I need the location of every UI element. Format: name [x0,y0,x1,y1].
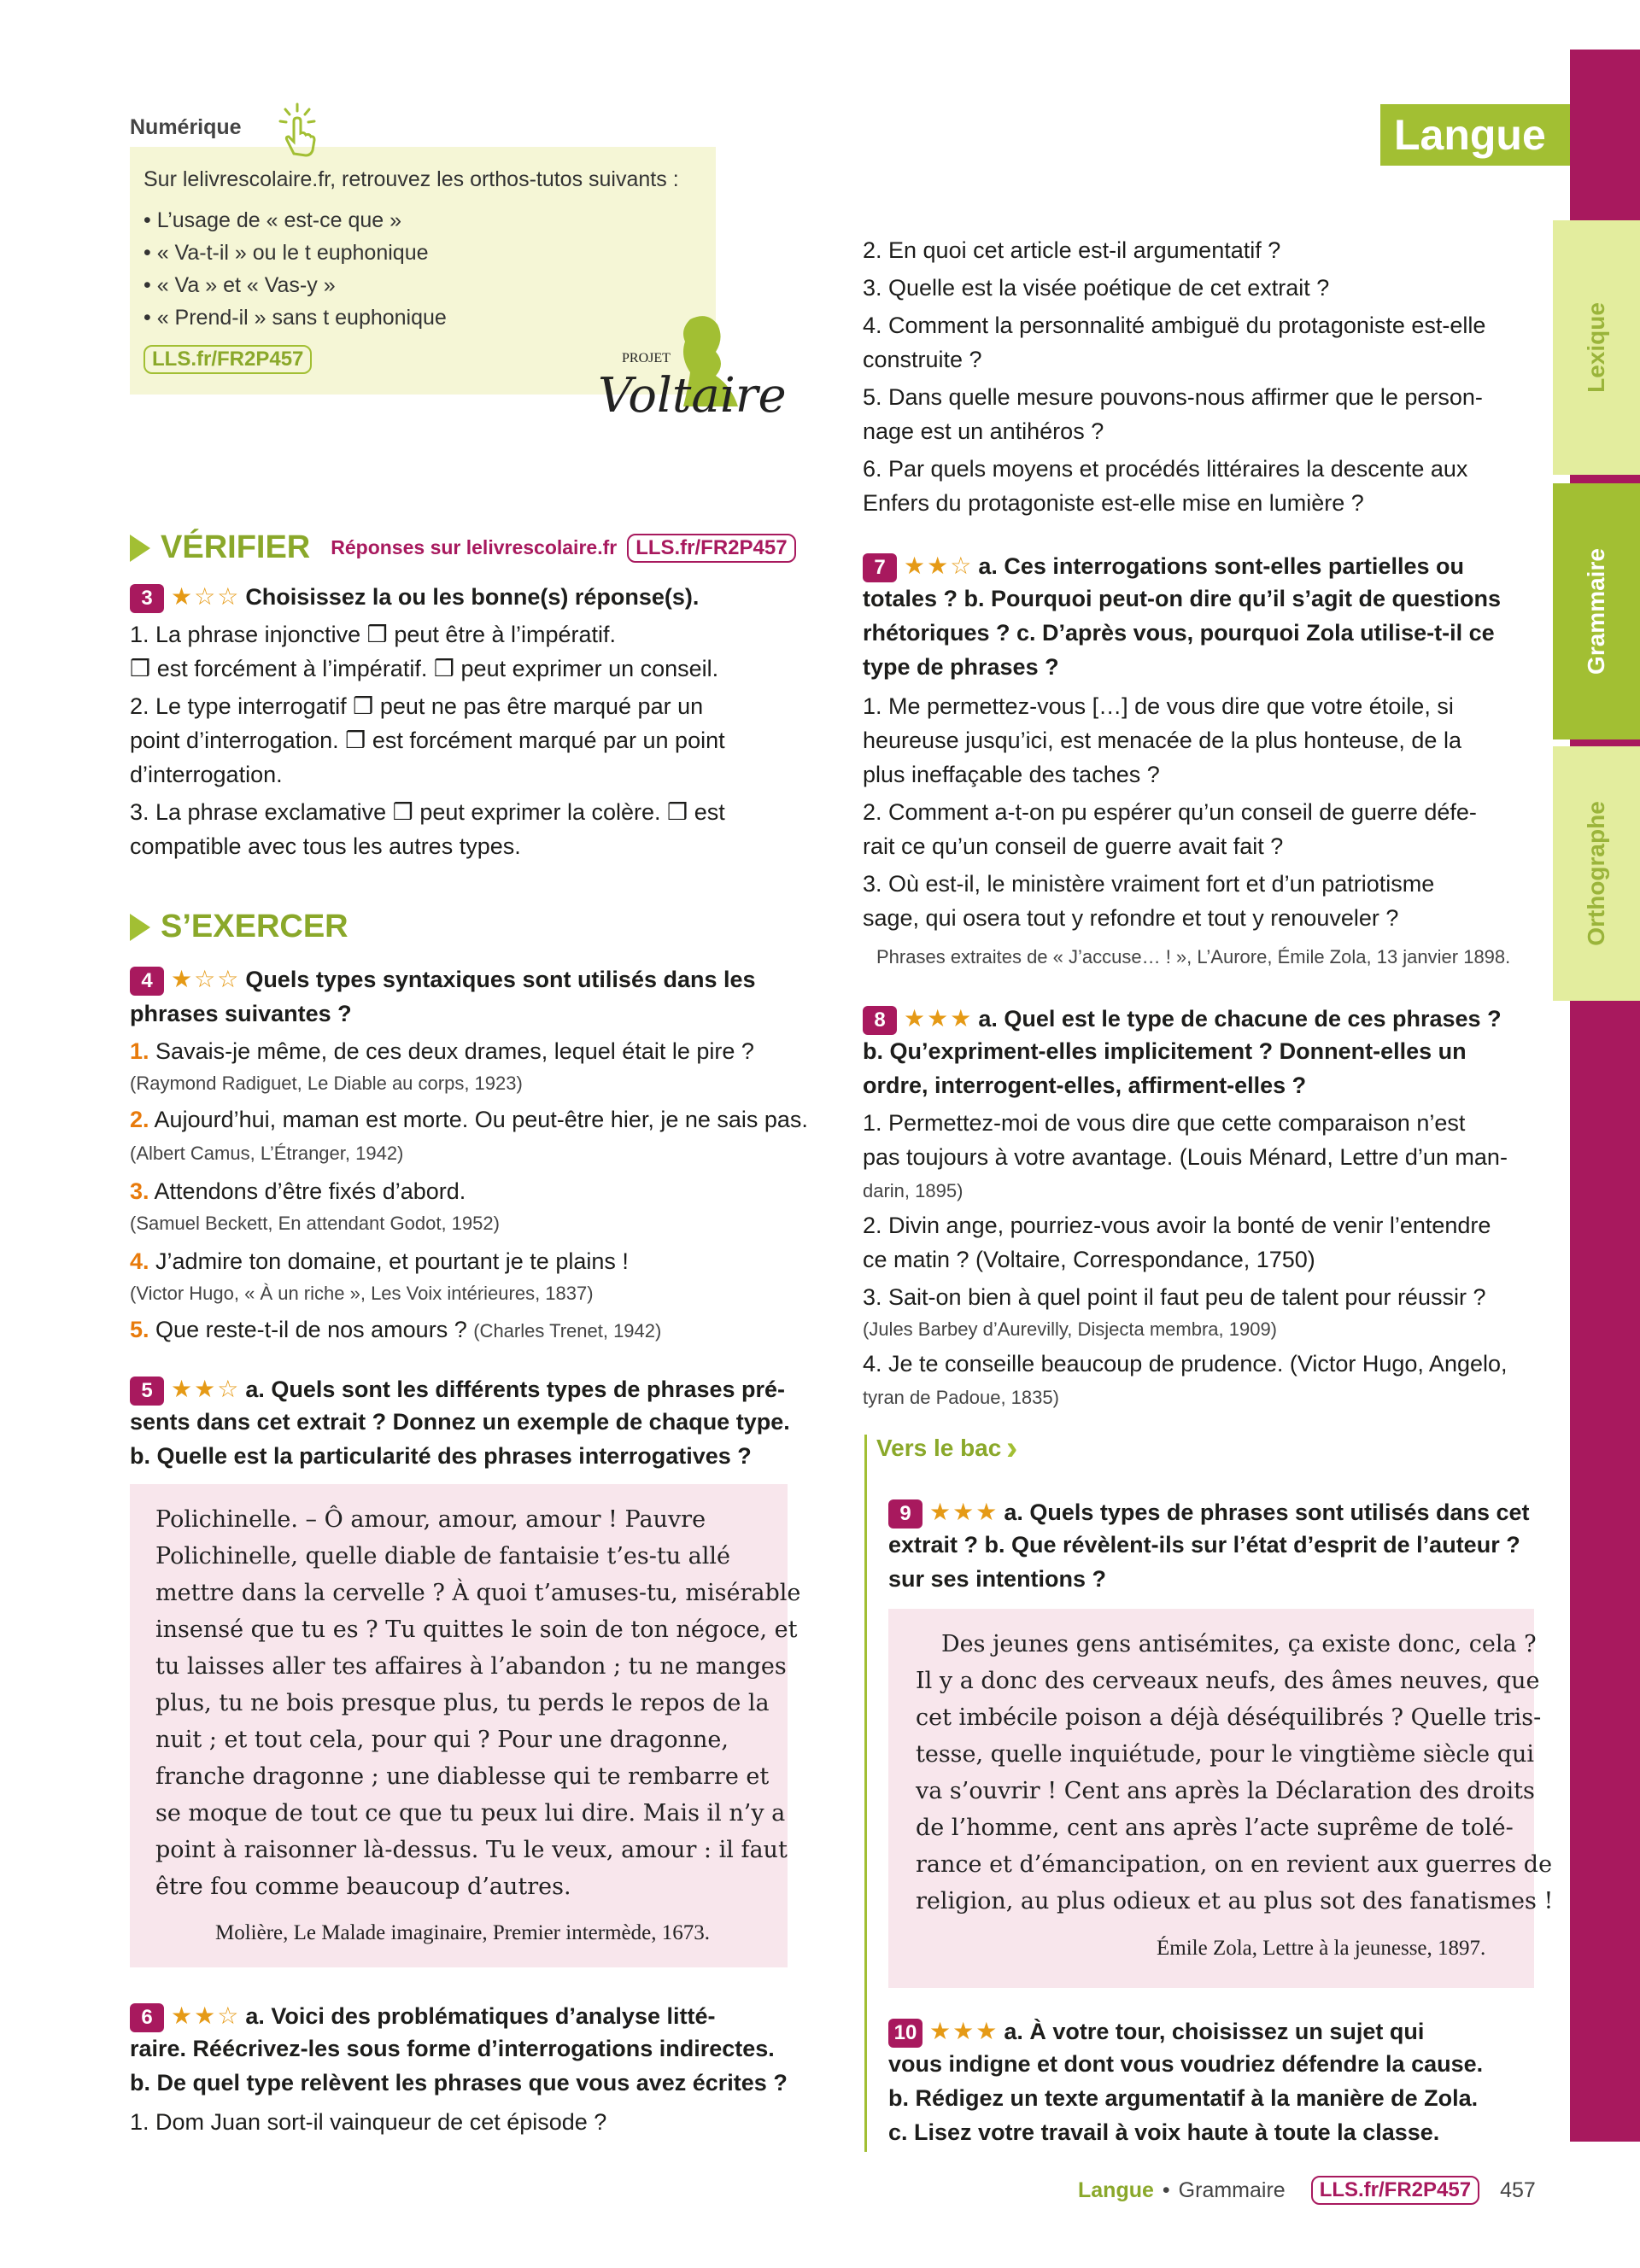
difficulty-stars-icon: ★★★ [904,1005,974,1032]
ex8-item: tyran de Padoue, 1835) [863,1387,1059,1408]
ex9-question-cont: extrait ? b. Que révèlent-ils sur l’état d’esprit de l’auteur ? [888,1532,1520,1558]
ex3-line: 2. Le type interrogatif ❒ peut ne pas être marqué par un [130,693,704,719]
ex5-quote-line: se moque de tout ce que tu peux lui dire. Mais il n’y a [155,1800,786,1827]
difficulty-stars-icon: ★★★ [929,2018,999,2044]
numerique-title: Numérique [130,115,242,139]
ex5-quote-line: point à raisonner là-dessus. Tu le veux, amour : il faut [155,1837,788,1863]
ex3-line: 3. La phrase exclamative ❒ peut exprimer la colère. ❒ est [130,799,725,825]
tab-lexique[interactable] [1553,220,1640,475]
ex6-item: construite ? [863,347,982,372]
ex5-quote-line: Polichinelle. – Ô amour, amour, amour ! Pauvre [155,1506,706,1533]
ex9-quote-line: de l’homme, cent ans après l’acte suprême de tolé- [916,1815,1514,1841]
ex10-question-cont: b. Rédigez un texte argumentatif à la manière de Zola. [888,2085,1479,2111]
ex4-item: 2. Aujourd’hui, maman est morte. Ou peut-être hier, je ne sais pas. [130,1107,808,1132]
ex3-line: 1. La phrase injonctive ❒ peut être à l’impératif. [130,622,617,647]
ex5-quote-line: être fou comme beaucoup d’autres. [155,1873,571,1900]
numerique-link[interactable]: LLS.fr/FR2P457 [144,345,312,374]
footer-section: Langue [1078,2177,1154,2202]
ex3-line: compatible avec tous les autres types. [130,833,521,859]
ex3-line: point d’interrogation. ❒ est forcément marqué par un point [130,728,725,753]
verifier-heading [130,529,796,566]
tab-grammaire-label: Grammaire [1583,548,1609,675]
ex7-header [863,552,1464,582]
ex7-question-cont: totales ? b. Pourquoi peut-on dire qu’il s’agit de questions [863,586,1502,611]
triangle-icon [130,914,150,941]
ex10-number: 10 [888,2019,922,2048]
verifier-title: VÉRIFIER [161,529,311,565]
ex5-question: a. Quels sont les différents types de phrases pré- [245,1377,786,1402]
ex5-quote-line: mettre dans la cervelle ? À quoi t’amuses-tu, misérable [155,1580,801,1606]
ex7-item: 2. Comment a-t-on pu espérer qu’un conseil de guerre défe- [863,799,1477,825]
ex8-item: 3. Sait-on bien à quel point il faut peu de talent pour réussir ? [863,1284,1486,1310]
numerique-item[interactable]: • « Va-t-il » ou le t euphonique [144,241,429,265]
ex7-question-cont: rhétoriques ? c. D’après vous, pourquoi Zola utilise-t-il ce [863,620,1495,646]
ex10-question-cont: vous indigne et dont vous voudriez défendre la cause. [888,2051,1484,2077]
ex7-question-cont: type de phrases ? [863,654,1059,680]
ex8-item: ce matin ? (Voltaire, Correspondance, 1750) [863,1247,1315,1272]
tab-orthographe-label: Orthographe [1583,801,1609,946]
ex5-quote-line: franche dragonne ; une diablesse qui te rembarre et [155,1763,770,1790]
ex9-question: a. Quels types de phrases sont utilisés dans cet [1004,1499,1530,1525]
ex5-number: 5 [130,1377,164,1406]
pointing-hand-icon [272,101,323,161]
footer-subsection: Grammaire [1178,2177,1286,2202]
langue-banner: Langue [1380,104,1570,166]
ex8-item: (Jules Barbey d’Aurevilly, Disjecta membra, 1909) [863,1318,1277,1340]
ex9-quote-line: Des jeunes gens antisémites, ça existe donc, cela ? [941,1631,1537,1657]
ex8-item: darin, 1895) [863,1180,964,1201]
ex7-item: plus ineffaçable des taches ? [863,762,1160,787]
ex4-item: 5. Que reste-t-il de nos amours ? (Charles Trenet, 1942) [130,1317,662,1342]
numerique-item[interactable]: • « Prend-il » sans t euphonique [144,306,447,330]
triangle-icon [130,535,150,562]
ex3-number: 3 [130,584,164,613]
vers-le-bac-label: Vers le bac [876,1435,1002,1461]
projet-voltaire-logo [588,304,787,458]
ex8-number: 8 [863,1006,897,1035]
tab-lexique-label: Lexique [1583,302,1609,393]
ex4-question-cont: phrases suivantes ? [130,1001,352,1026]
verifier-responses: Réponses sur lelivrescolaire.fr [331,536,618,558]
numerique-intro: Sur lelivrescolaire.fr, retrouvez les orthos-tutos suivants : [144,167,679,191]
ex8-header [863,1004,1502,1035]
exercer-heading [130,909,348,945]
ex7-question: a. Ces interrogations sont-elles partielles ou [978,553,1464,579]
ex9-quote-line: tesse, quelle inquiétude, pour le vingtième siècle qui [916,1741,1535,1768]
ex9-quote-line: va s’ouvrir ! Cent ans après la Déclaration des droits [916,1778,1535,1804]
ex6-header [130,2002,715,2032]
ex4-source: (Albert Camus, L’Étranger, 1942) [130,1143,404,1164]
ex4-source: (Raymond Radiguet, Le Diable au corps, 1923) [130,1073,523,1094]
ex7-item: sage, qui osera tout y refondre et tout y renouveler ? [863,905,1399,931]
footer-separator: • [1162,2177,1170,2202]
ex5-quote-line: plus, tu ne bois presque plus, tu perds le repos de la [155,1690,770,1716]
ex7-item: heureuse jusqu’ici, est menacée de la plus honteuse, de la [863,728,1461,753]
footer-link[interactable]: LLS.fr/FR2P457 [1311,2176,1479,2205]
ex4-header [130,965,756,996]
ex8-question-cont: ordre, interrogent-elles, affirment-elles ? [863,1073,1307,1098]
ex6-item: 2. En quoi cet article est-il argumentatif ? [863,237,1281,263]
ex6-item: 3. Quelle est la visée poétique de cet extrait ? [863,275,1330,301]
ex6-item: 1. Dom Juan sort-il vainqueur de cet épisode ? [130,2109,607,2135]
logo-projet: PROJET [622,351,671,365]
numerique-item[interactable]: • L’usage de « est-ce que » [144,208,402,232]
bac-rule [864,1435,867,2152]
ex3-line: d’interrogation. [130,762,283,787]
ex9-question-cont: sur ses intentions ? [888,1566,1107,1592]
ex10-question-cont: c. Lisez votre travail à voix haute à toute la classe. [888,2119,1440,2145]
ex9-quote-source: Émile Zola, Lettre à la jeunesse, 1897. [1157,1937,1486,1960]
ex3-question: Choisissez la ou les bonne(s) réponse(s). [245,584,700,610]
ex5-question-cont: b. Quelle est la particularité des phrases interrogatives ? [130,1443,752,1469]
ex8-item: pas toujours à votre avantage. (Louis Ménard, Lettre d’un man- [863,1144,1508,1170]
ex4-item: 3. Attendons d’être fixés d’abord. [130,1178,466,1204]
ex8-item: 2. Divin ange, pourriez-vous avoir la bonté de venir l’entendre [863,1213,1491,1238]
ex9-quote-line: religion, au plus odieux et au plus sot des fanatismes ! [916,1888,1554,1914]
ex6-question: a. Voici des problématiques d’analyse litté- [245,2003,716,2029]
ex5-quote-line: nuit ; et tout cela, pour qui ? Pour une dragonne, [155,1727,729,1753]
ex5-question-cont: sents dans cet extrait ? Donnez un exemple de chaque type. [130,1409,790,1435]
ex6-item: 4. Comment la personnalité ambiguë du protagoniste est-elle [863,313,1486,338]
numerique-item[interactable]: • « Va » et « Vas-y » [144,273,336,297]
ex9-quote-line: Il y a donc des cerveaux neufs, des âmes neuves, que [916,1668,1540,1694]
ex6-item: Enfers du protagoniste est-elle mise en lumière ? [863,490,1364,516]
ex10-question: a. À votre tour, choisissez un sujet qui [1004,2019,1425,2044]
logo-voltaire: Voltaire [598,368,787,424]
ex7-item: 3. Où est-il, le ministère vraiment fort et d’un patriotisme [863,871,1435,897]
tab-grammaire[interactable] [1553,483,1640,739]
ex5-quote-source: Molière, Le Malade imaginaire, Premier intermède, 1673. [215,1921,710,1944]
chevron-right-icon: › [1006,1429,1018,1467]
difficulty-stars-icon: ★★☆ [171,2002,241,2029]
ex7-item: 1. Me permettez-vous […] de vous dire que votre étoile, si [863,693,1454,719]
ex6-question-cont: b. De quel type relèvent les phrases que vous avez écrites ? [130,2070,788,2096]
verifier-link[interactable]: LLS.fr/FR2P457 [627,534,795,563]
ex5-header [130,1375,785,1406]
ex6-item: nage est un antihéros ? [863,418,1104,444]
ex3-line: ❒ est forcément à l’impératif. ❒ peut exprimer un conseil. [130,656,719,681]
ex8-question: a. Quel est le type de chacune de ces phrases ? [978,1006,1502,1032]
ex4-item: 4. J’admire ton domaine, et pourtant je te plains ! [130,1248,629,1274]
ex9-quote-line: cet imbécile poison a déjà déséquilibrés ? Quelle tris- [916,1704,1542,1731]
ex7-number: 7 [863,553,897,582]
difficulty-stars-icon: ★★☆ [171,1376,241,1402]
ex10-header [888,2017,1424,2048]
ex7-item: rait ce qu’un conseil de guerre avait fait ? [863,833,1284,859]
ex6-number: 6 [130,2003,164,2032]
ex6-question-cont: raire. Réécrivez-les sous forme d’interrogations indirectes. [130,2036,775,2061]
page-number: 457 [1500,2177,1536,2202]
ex9-quote-line: rance et d’émancipation, on en revient aux guerres de [916,1851,1553,1878]
ex4-source: (Victor Hugo, « À un riche », Les Voix intérieures, 1837) [130,1283,594,1304]
ex8-item: 1. Permettez-moi de vous dire que cette comparaison n’est [863,1110,1466,1136]
ex4-source: (Samuel Beckett, En attendant Godot, 1952) [130,1213,500,1234]
ex5-quote-line: insensé que tu es ? Tu quittes le soin de ton négoce, et [155,1616,798,1643]
ex5-quote-line: tu laisses aller tes affaires à l’abandon ; tu ne manges [155,1653,787,1680]
tab-orthographe[interactable] [1553,746,1640,1001]
ex6-item: 5. Dans quelle mesure pouvons-nous affirmer que le person- [863,384,1483,410]
difficulty-stars-icon: ★★★ [929,1499,999,1525]
difficulty-stars-icon: ★☆☆ [171,583,241,610]
ex5-quote-line: Polichinelle, quelle diable de fantaisie t’es-tu allé [155,1543,731,1569]
ex3-header [130,582,699,613]
ex4-question: Quels types syntaxiques sont utilisés dans les [245,967,756,992]
ex4-item: 1. Savais-je même, de ces deux drames, lequel était le pire ? [130,1038,754,1064]
ex6-item: 6. Par quels moyens et procédés littéraires la descente aux [863,456,1468,482]
difficulty-stars-icon: ★★☆ [904,552,974,579]
ex4-number: 4 [130,967,164,996]
ex8-item: 4. Je te conseille beaucoup de prudence. (Victor Hugo, Angelo, [863,1351,1508,1377]
ex8-question-cont: b. Qu’expriment-elles implicitement ? Donnent-elles un [863,1038,1467,1064]
ex7-source: Phrases extraites de « J’accuse… ! », L’Aurore, Émile Zola, 13 janvier 1898. [876,946,1511,967]
page-footer [1078,2176,1536,2205]
ex9-header [888,1498,1530,1529]
ex9-number: 9 [888,1499,922,1529]
difficulty-stars-icon: ★☆☆ [171,966,241,992]
exercer-title: S’EXERCER [161,909,348,944]
